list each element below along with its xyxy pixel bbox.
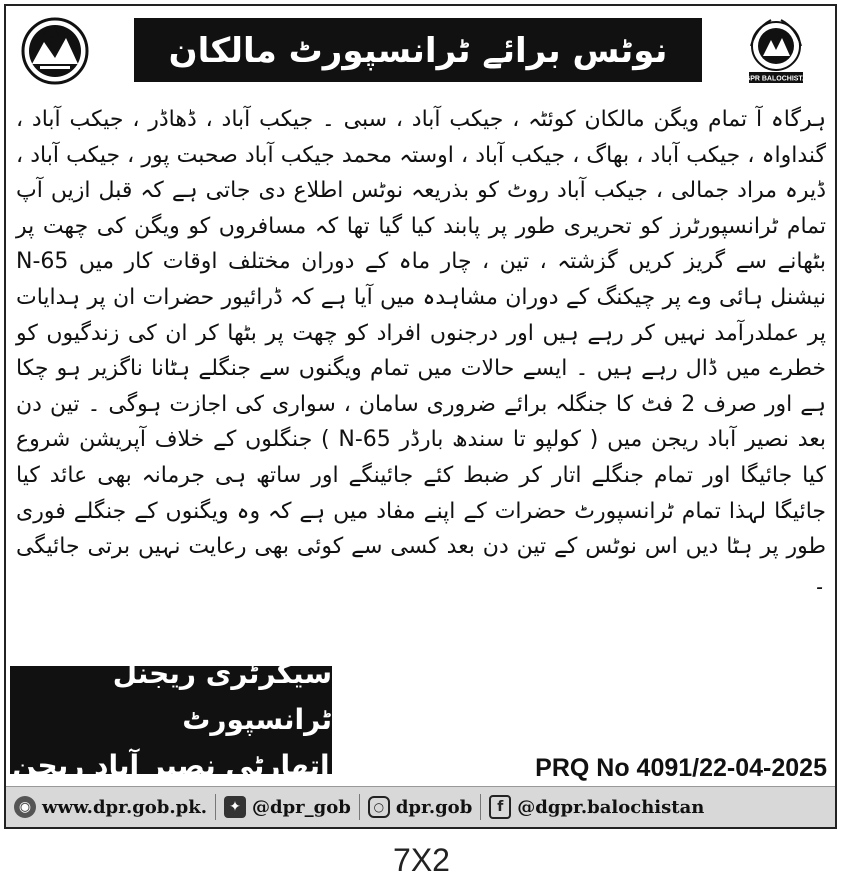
notice-frame — [4, 4, 837, 829]
footer-bar — [6, 786, 835, 827]
signature-line-1: سیکرٹری ریجنل ٹرانسپورٹ — [112, 657, 332, 736]
globe-icon: ◉ — [14, 796, 36, 818]
footer-instagram[interactable] — [360, 787, 480, 827]
twitter-text: @dpr_gob — [251, 796, 351, 818]
instagram-text: dpr.gob — [395, 796, 473, 818]
footer-website[interactable] — [6, 787, 215, 827]
dgpr-balochistan-logo — [741, 16, 811, 86]
signature-block — [10, 657, 332, 782]
twitter-icon: ✦ — [224, 796, 246, 818]
footer-facebook[interactable] — [481, 787, 712, 827]
facebook-text: @dgpr.balochistan — [517, 796, 705, 818]
ad-size-label: 7X2 — [393, 842, 450, 878]
website-text: www.dpr.gob.pk. — [42, 796, 207, 818]
facebook-icon: f — [489, 795, 511, 819]
svg-text:DGPR BALOCHISTAN: DGPR BALOCHISTAN — [741, 75, 811, 83]
notice-title: نوٹس برائے ٹرانسپورٹ مالکان — [134, 18, 702, 82]
signature-line-2: اتھارٹی نصیر آباد ریجن — [12, 749, 330, 782]
balochistan-emblem-logo — [20, 16, 90, 86]
instagram-icon: ○ — [368, 796, 390, 818]
prq-number: PRQ No 4091/22-04-2025 — [535, 754, 827, 782]
notice-body — [16, 102, 826, 662]
footer-twitter[interactable] — [216, 787, 359, 827]
notice-header — [6, 6, 835, 98]
notice-paragraph: ہرگاہ آ تمام ویگن مالکان کوئٹہ ، جیکب آباد ، سبی ۔ جیکب آباد ، ڈھاڈر ، جیکب آباد ، گنداواہ ، جیکب آباد ، بھاگ ، جیکب آباد ، اوستہ محمد جیکب آباد صحبت پور ، جیکب آباد ، ڈیرہ مراد جمالی ، جیکب آباد روٹ کو بذریعہ نوٹس اطلاع دی جاتی ہے کہ قبل ازیں آپ تمام ٹرانسپورٹرز کو تحریری طور پر پابند کیا گیا تھا کہ مسافروں کو ویگن کی چھت پر بٹھانے سے گریز کریں گزشتہ ، تین ، چار ماہ کے دوران مختلف اوقات کار میں N-65 نیشنل ہائی وے پر چیکنگ کے دوران مشاہدہ میں آیا ہے کہ ڈرائیور حضرات ان پر ہدایات پر عملدرآمد نہیں کر رہے ہیں اور درجنوں افراد کو چھت پر بٹھا کر ان کی زندگیوں کو خطرے میں ڈال رہے ہیں ۔ ایسے حالات میں تمام ویگنوں سے جنگلے ہٹانا ناگزیر ہو چکا ہے اور صرف 2 فٹ کا جنگلہ برائے ضروری سامان ، سواری کی اجازت ہوگی ۔ تین دن بعد نصیر آباد ریجن میں ( کولپو تا سندھ بارڈر N-65 ) جنگلوں کے خلاف آپریشن شروع کیا جائیگا اور تمام جنگلے اتار کر ضبط کئے جائینگے اور ساتھ ہی جرمانہ بھی عائد کیا جائیگا لہذا تمام ٹرانسپورٹ حضرات کے اپنے مفاد میں ہے کہ وہ ویگنوں کے جنگلے فوری طور پر ہٹا دیں اس نوٹس کے تین دن بعد کسی سے کوئی بھی رعایت نہیں برتی جائیگی ۔ — [16, 107, 826, 595]
